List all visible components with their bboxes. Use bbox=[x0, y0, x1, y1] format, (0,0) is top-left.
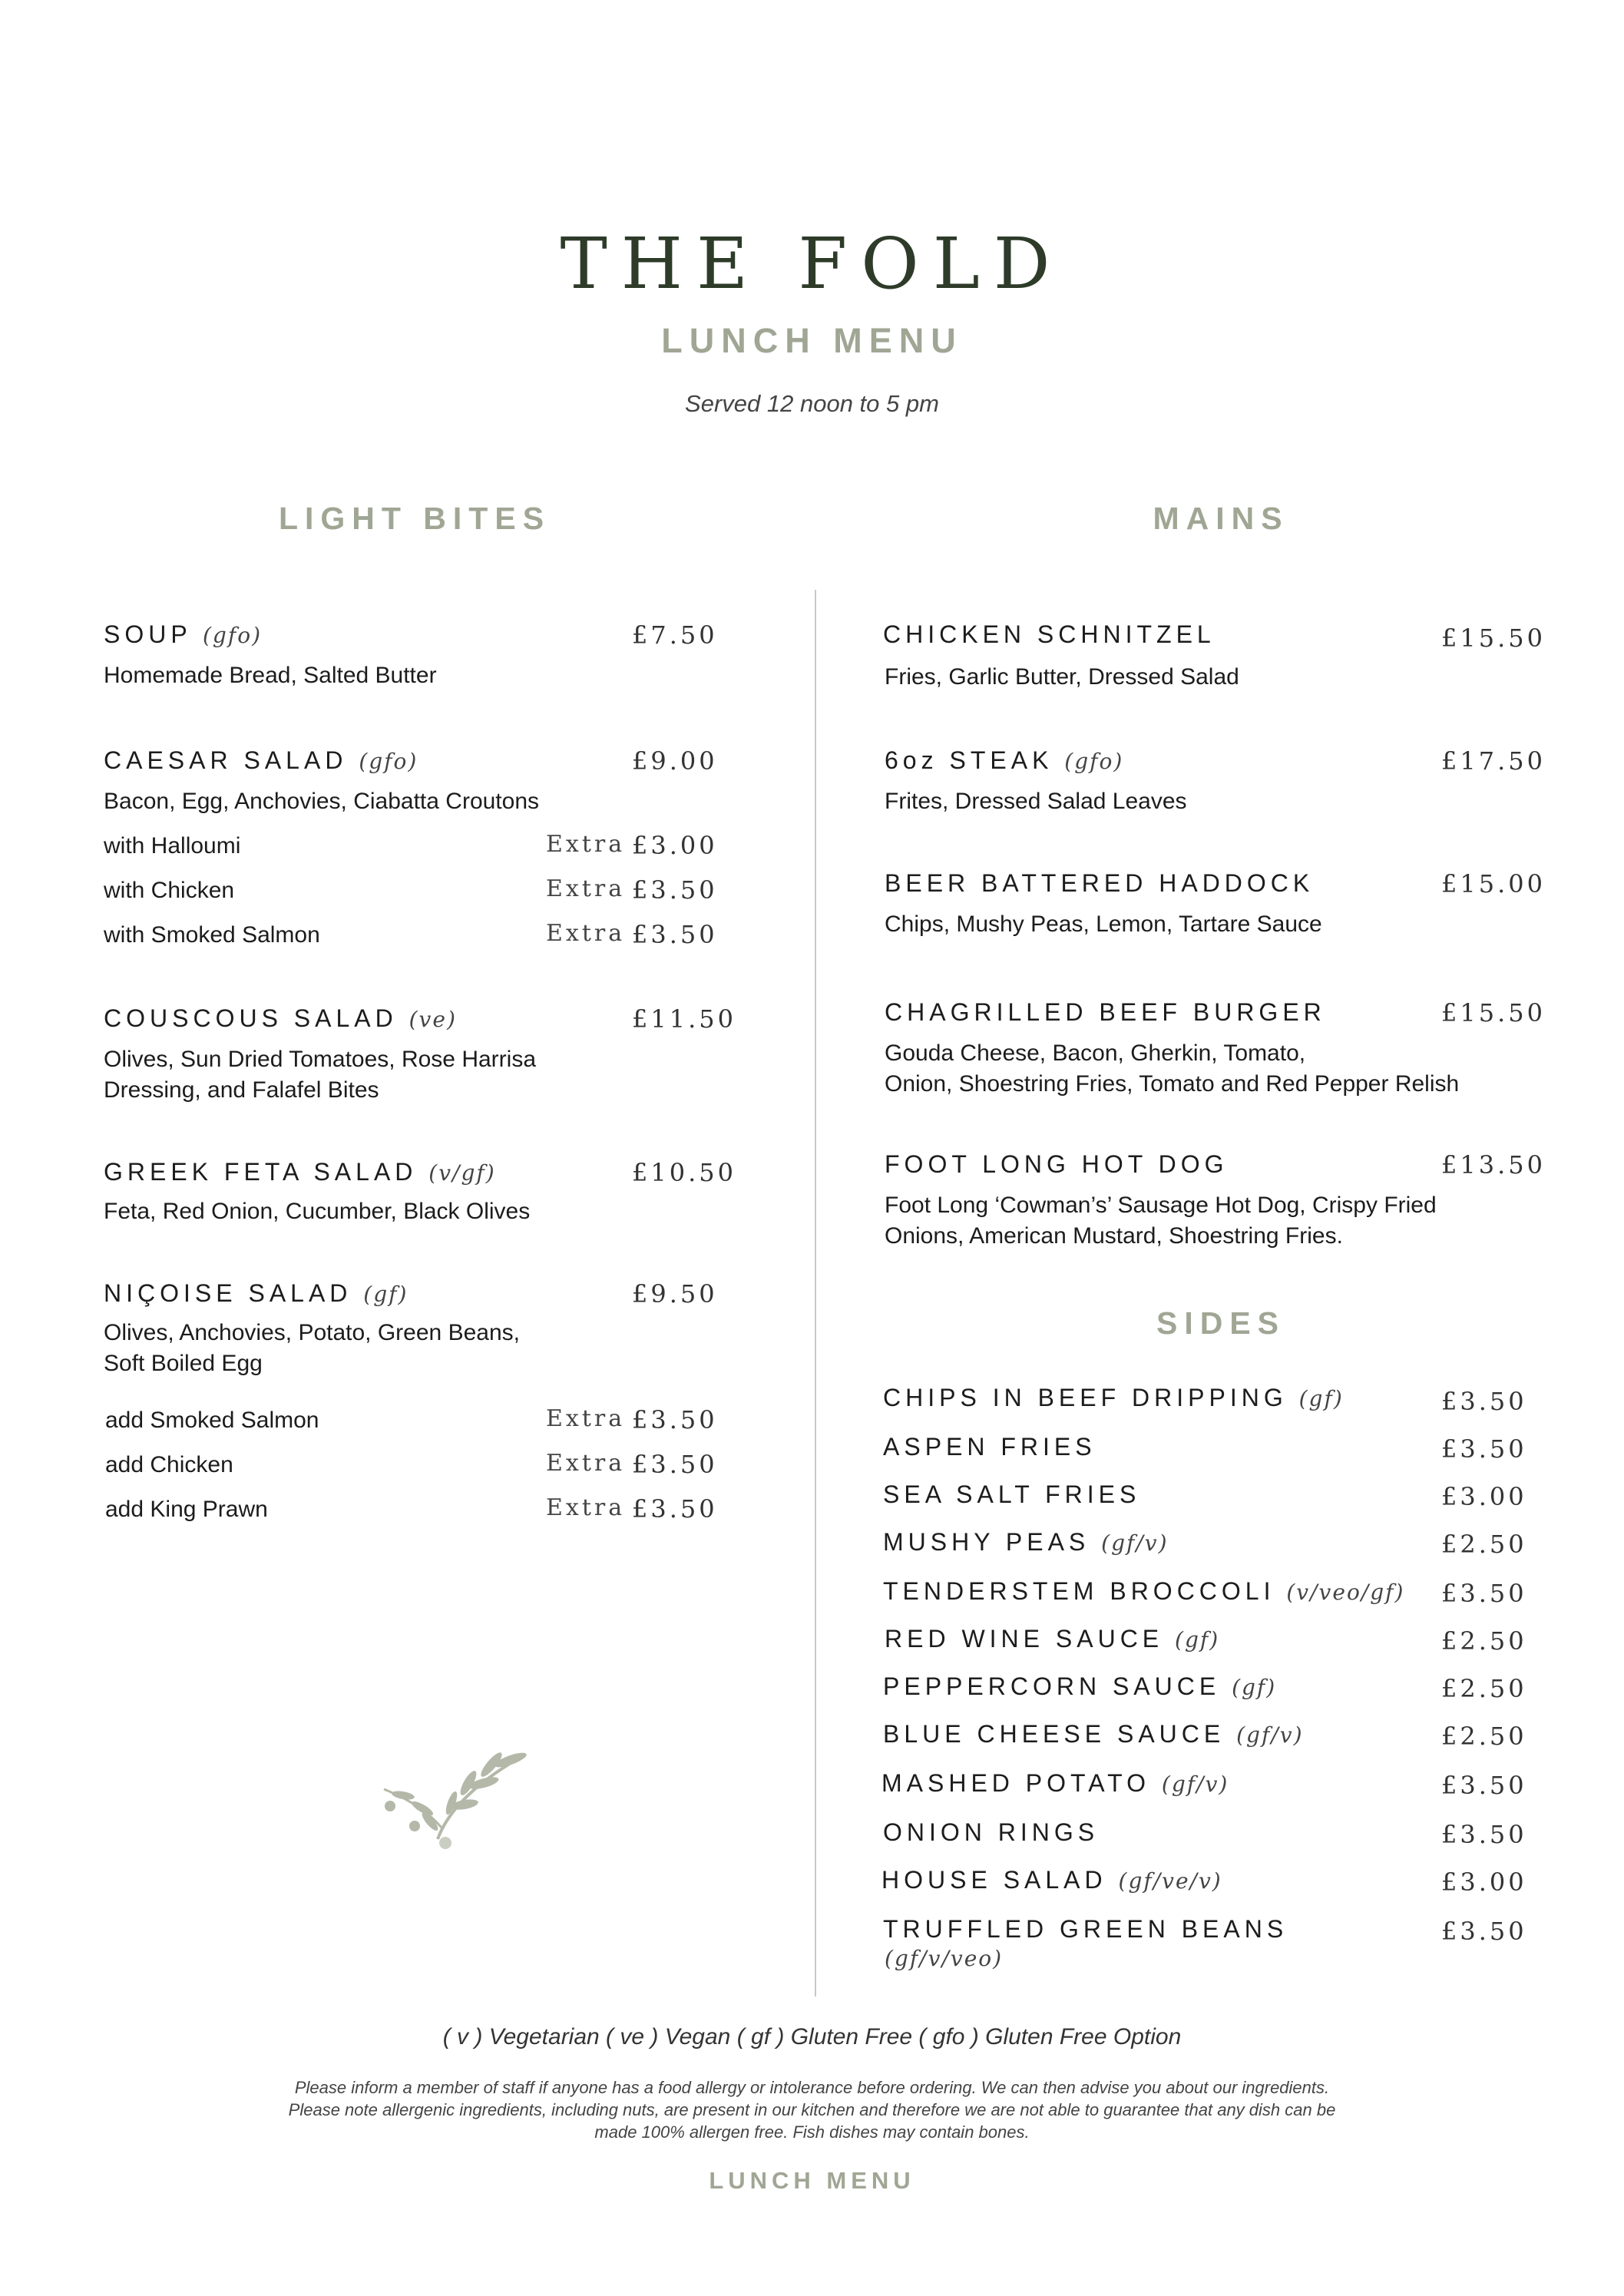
extra-option-tag: Extra bbox=[546, 1405, 626, 1432]
menu-item-name: SOUP (gfo) bbox=[104, 620, 262, 648]
extra-option-tag: Extra bbox=[546, 1450, 626, 1477]
menu-item-price: £17.50 bbox=[1441, 746, 1546, 776]
menu-item-name: 6oz STEAK (gfo) bbox=[885, 746, 1124, 774]
menu-item-price: £15.50 bbox=[1441, 624, 1546, 653]
menu-item-description: Bacon, Egg, Anchovies, Ciabatta Croutons bbox=[104, 789, 540, 814]
extra-option-label: add King Prawn bbox=[105, 1497, 268, 1522]
extra-option-label: with Chicken bbox=[104, 878, 235, 903]
extra-option-price: £3.50 bbox=[632, 1450, 718, 1479]
side-item-name: MUSHY PEAS (gf/v) bbox=[883, 1528, 1169, 1556]
mains-heading: MAINS bbox=[1153, 501, 1289, 536]
side-item-name: ONION RINGS bbox=[883, 1818, 1100, 1846]
extra-option-price: £3.50 bbox=[632, 920, 718, 949]
menu-item-price: £9.50 bbox=[632, 1279, 718, 1308]
side-item-price: £2.50 bbox=[1441, 1530, 1527, 1559]
menu-item-description: Olives, Sun Dried Tomatoes, Rose Harrisa Dressing, and Falafel Bites bbox=[104, 1047, 536, 1103]
side-item-name: TENDERSTEM BROCCOLI (v/veo/gf) bbox=[883, 1577, 1405, 1605]
side-item-name: HOUSE SALAD (gf/ve/v) bbox=[881, 1866, 1222, 1894]
diet-tag: (gfo) bbox=[359, 749, 418, 774]
restaurant-name: THE FOLD bbox=[560, 223, 1064, 305]
menu-item-name: CHICKEN SCHNITZEL bbox=[883, 620, 1216, 648]
side-item-price: £3.50 bbox=[1441, 1434, 1527, 1464]
extra-option-tag: Extra bbox=[546, 831, 626, 858]
side-item-price: £2.50 bbox=[1441, 1626, 1527, 1656]
menu-item-name: CHAGRILLED BEEF BURGER bbox=[885, 998, 1326, 1026]
olive-branch-icon bbox=[369, 1735, 537, 1851]
column-divider bbox=[815, 590, 816, 1997]
serving-times: Served 12 noon to 5 pm bbox=[685, 390, 939, 417]
diet-tag: (gf) bbox=[1298, 1386, 1344, 1411]
menu-subtitle: LUNCH MENU bbox=[661, 321, 963, 360]
extra-option-tag: Extra bbox=[546, 875, 626, 902]
diet-tag: (v/gf) bbox=[428, 1160, 496, 1186]
side-item-name: MASHED POTATO (gf/v) bbox=[881, 1769, 1229, 1797]
side-item-name: PEPPERCORN SAUCE (gf) bbox=[883, 1672, 1277, 1700]
extra-option-price: £3.50 bbox=[632, 875, 718, 905]
menu-item-price: £11.50 bbox=[632, 1004, 736, 1034]
menu-item-description: Frites, Dressed Salad Leaves bbox=[885, 789, 1187, 814]
footer-label: LUNCH MENU bbox=[709, 2167, 915, 2194]
diet-tag: (gf) bbox=[1232, 1675, 1277, 1700]
side-item-price: £2.50 bbox=[1441, 1674, 1527, 1703]
diet-tag: (gf/v) bbox=[1236, 1722, 1304, 1748]
menu-item-price: £10.50 bbox=[632, 1158, 736, 1187]
extra-option-price: £3.00 bbox=[632, 831, 718, 860]
dietary-legend: ( v ) Vegetarian ( ve ) Vegan ( gf ) Gluten Free ( gfo ) Gluten Free Option bbox=[442, 2024, 1182, 2050]
extra-option-label: add Smoked Salmon bbox=[105, 1408, 319, 1433]
menu-item-description: Homemade Bread, Salted Butter bbox=[104, 663, 437, 688]
diet-tag: (gf) bbox=[363, 1282, 408, 1307]
side-item-price: £3.50 bbox=[1441, 1387, 1527, 1416]
side-item-price: £3.50 bbox=[1441, 1579, 1527, 1608]
side-item-name: CHIPS IN BEEF DRIPPING (gf) bbox=[883, 1384, 1344, 1411]
side-item-name: TRUFFLED GREEN BEANS bbox=[883, 1915, 1288, 1943]
extra-option-price: £3.50 bbox=[632, 1405, 718, 1434]
side-item-name: SEA SALT FRIES bbox=[883, 1480, 1141, 1508]
menu-item-name: NIÇOISE SALAD (gf) bbox=[104, 1279, 408, 1307]
side-item-price: £3.50 bbox=[1441, 1917, 1527, 1946]
menu-item-description: Foot Long ‘Cowman’s’ Sausage Hot Dog, Crispy Fried Onions, American Mustard, Shoestring Fries. bbox=[885, 1193, 1437, 1249]
diet-tag: (ve) bbox=[408, 1007, 457, 1032]
diet-tag: (gf/v/veo) bbox=[885, 1946, 1004, 1971]
diet-tag: (gf/v) bbox=[1161, 1772, 1229, 1797]
extra-option-label: with Smoked Salmon bbox=[104, 922, 320, 948]
menu-item-name: FOOT LONG HOT DOG bbox=[885, 1150, 1229, 1178]
menu-item-name: CAESAR SALAD (gfo) bbox=[104, 746, 418, 774]
side-item-price: £3.50 bbox=[1441, 1820, 1527, 1849]
menu-item-price: £13.50 bbox=[1441, 1150, 1546, 1179]
menu-item-name: COUSCOUS SALAD (ve) bbox=[104, 1004, 457, 1032]
menu-item-price: £9.00 bbox=[632, 746, 718, 776]
menu-item-price: £15.00 bbox=[1441, 869, 1546, 898]
side-item-price: £2.50 bbox=[1441, 1722, 1527, 1751]
side-item-price: £3.50 bbox=[1441, 1771, 1527, 1800]
extra-option-label: add Chicken bbox=[105, 1452, 233, 1477]
menu-item-description: Gouda Cheese, Bacon, Gherkin, Tomato, Onion, Shoestring Fries, Tomato and Red Pepper Relish bbox=[885, 1040, 1460, 1097]
side-item-name: BLUE CHEESE SAUCE (gf/v) bbox=[883, 1720, 1304, 1748]
diet-tag: (gf) bbox=[1175, 1627, 1220, 1653]
extra-option-label: with Halloumi bbox=[104, 833, 241, 859]
extra-option-tag: Extra bbox=[546, 1494, 626, 1521]
side-item-name: RED WINE SAUCE (gf) bbox=[885, 1625, 1220, 1653]
allergen-disclaimer: Please inform a member of staff if anyone has a food allergy or intolerance before ordering. We can then advise you about our ingredients. Please note allergenic ingredients, including nuts, are present in our kitchen and therefore we are not able to guarantee that any dish can be made 100% allergen free. Fish dishes may contain bones. bbox=[288, 2078, 1336, 2142]
side-item-price: £3.00 bbox=[1441, 1868, 1527, 1897]
light-bites-heading: LIGHT BITES bbox=[278, 501, 551, 536]
menu-item-description: Chips, Mushy Peas, Lemon, Tartare Sauce bbox=[885, 911, 1322, 937]
extra-option-tag: Extra bbox=[546, 920, 626, 947]
menu-item-description: Olives, Anchovies, Potato, Green Beans, Soft Boiled Egg bbox=[104, 1320, 520, 1376]
diet-tag: (gf/v) bbox=[1101, 1530, 1169, 1556]
sides-heading: SIDES bbox=[1156, 1305, 1286, 1341]
menu-item-description: Feta, Red Onion, Cucumber, Black Olives bbox=[104, 1199, 531, 1224]
side-item-name: ASPEN FRIES bbox=[883, 1433, 1096, 1461]
menu-item-price: £7.50 bbox=[632, 620, 718, 650]
menu-item-name: BEER BATTERED HADDOCK bbox=[885, 869, 1315, 897]
diet-tag: (v/veo/gf) bbox=[1286, 1580, 1405, 1605]
menu-item-price: £15.50 bbox=[1441, 998, 1546, 1027]
diet-tag: (gfo) bbox=[1064, 749, 1124, 774]
extra-option-price: £3.50 bbox=[632, 1494, 718, 1523]
diet-tag: (gfo) bbox=[203, 623, 262, 648]
menu-item-name: GREEK FETA SALAD (v/gf) bbox=[104, 1158, 496, 1186]
menu-item-description: Fries, Garlic Butter, Dressed Salad bbox=[885, 664, 1239, 690]
side-item-price: £3.00 bbox=[1441, 1482, 1527, 1511]
diet-tag: (gf/ve/v) bbox=[1118, 1868, 1222, 1894]
